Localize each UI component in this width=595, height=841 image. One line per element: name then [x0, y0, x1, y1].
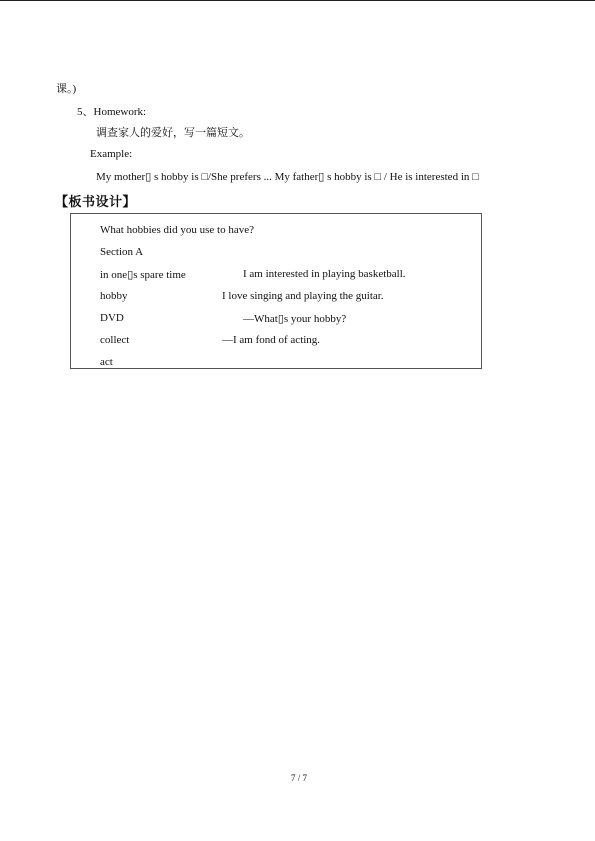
- page-number: 7 / 7: [291, 773, 308, 783]
- example-text: My mother▯ s hobby is □/She prefers ... My father▯ s hobby is □ / He is interested in □: [96, 171, 479, 183]
- homework-title: Homework:: [93, 106, 147, 118]
- example-label: Example:: [90, 148, 133, 160]
- homework-heading: [77, 103, 146, 119]
- board-sentence: I love singing and playing the guitar.: [222, 290, 384, 302]
- board-sentence: —What▯s your hobby?: [243, 313, 347, 325]
- continuation-line: 课。): [56, 83, 77, 95]
- board-design-heading: 【板书设计】: [55, 195, 137, 210]
- homework-number: 5、: [77, 106, 94, 118]
- board-section: Section A: [100, 246, 144, 258]
- board-vocab-item: DVD: [100, 312, 124, 324]
- homework-instruction: 调查家人的爱好，写一篇短文。: [96, 127, 250, 139]
- board-vocab-item: collect: [100, 334, 130, 346]
- board-vocab-item: in one▯s spare time: [100, 269, 186, 281]
- top-rule: [0, 0, 595, 1]
- board-question: What hobbies did you use to have?: [100, 224, 254, 236]
- board-sentence: —I am fond of acting.: [222, 334, 321, 346]
- board-vocab-item: hobby: [100, 290, 128, 302]
- board-vocab-item: act: [100, 356, 113, 368]
- board-sentence: I am interested in playing basketball.: [243, 268, 406, 280]
